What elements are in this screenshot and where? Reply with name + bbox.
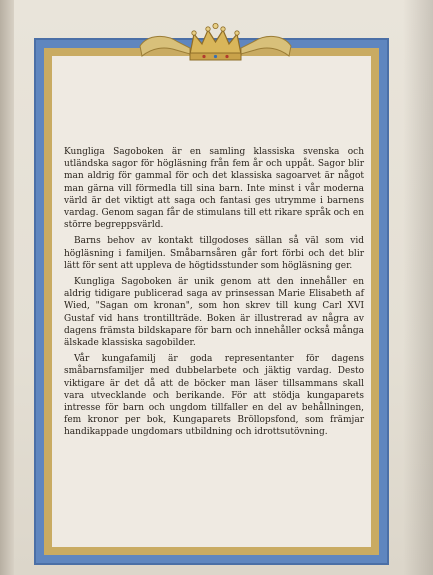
crown-icon [138,20,293,62]
page-shadow [403,0,433,575]
paragraph-2: Barns behov av kontakt tillgodoses sällan så väl som vid högläsning i familjen. Småbarnsåren går fort förbi och det blir lätt för sent att uppleva de högtidsstunder som högläsning ger. [64,236,364,271]
paragraph-1: Kungliga Sagoboken är en samling klassiska svenska och utländska sagor för högläsning från fem år och uppåt. Sagor blir man aldrig för gammal för och det klassiska sagoarvet är något man gärna vill förmedla till sina barn. Inte minst i vår moderna värld är det viktigt att saga och fantasi ges utrymme i barnens vardag. Genom sagan får de stimulans till ett rikare språk och en större begreppsvärld. [64,147,364,231]
paragraph-4: Vår kungafamilj är goda representanter för dagens småbarnsfamiljer med dubbelarbete och jäktig vardag. Desto viktigare är det då att de böcker man läser tillsammans skall vara utvecklande och berikande. För att stödja kungaparets intresse för barn och ungdom tillfaller en del av behållningen, fem kronor per bok, Kungaparets Bröllopsfond, som främjar handikappade ungdomars utbildning och idrottsutövning. [64,354,364,438]
paragraph-3: Kungliga Sagoboken är unik genom att den innehåller en aldrig tidigare publicerad saga av prinsessan Marie Elisabeth af Wied, "Sagan om kronan", som hon skrev till kung Carl XVI Gustaf vid hans trontillträde. Boken är illustrerad av några av dagens främsta bildskapare för barn och innehåller också många älskade klassiska sagobilder. [64,277,364,349]
page-gutter [0,0,14,575]
body-text [64,146,364,443]
